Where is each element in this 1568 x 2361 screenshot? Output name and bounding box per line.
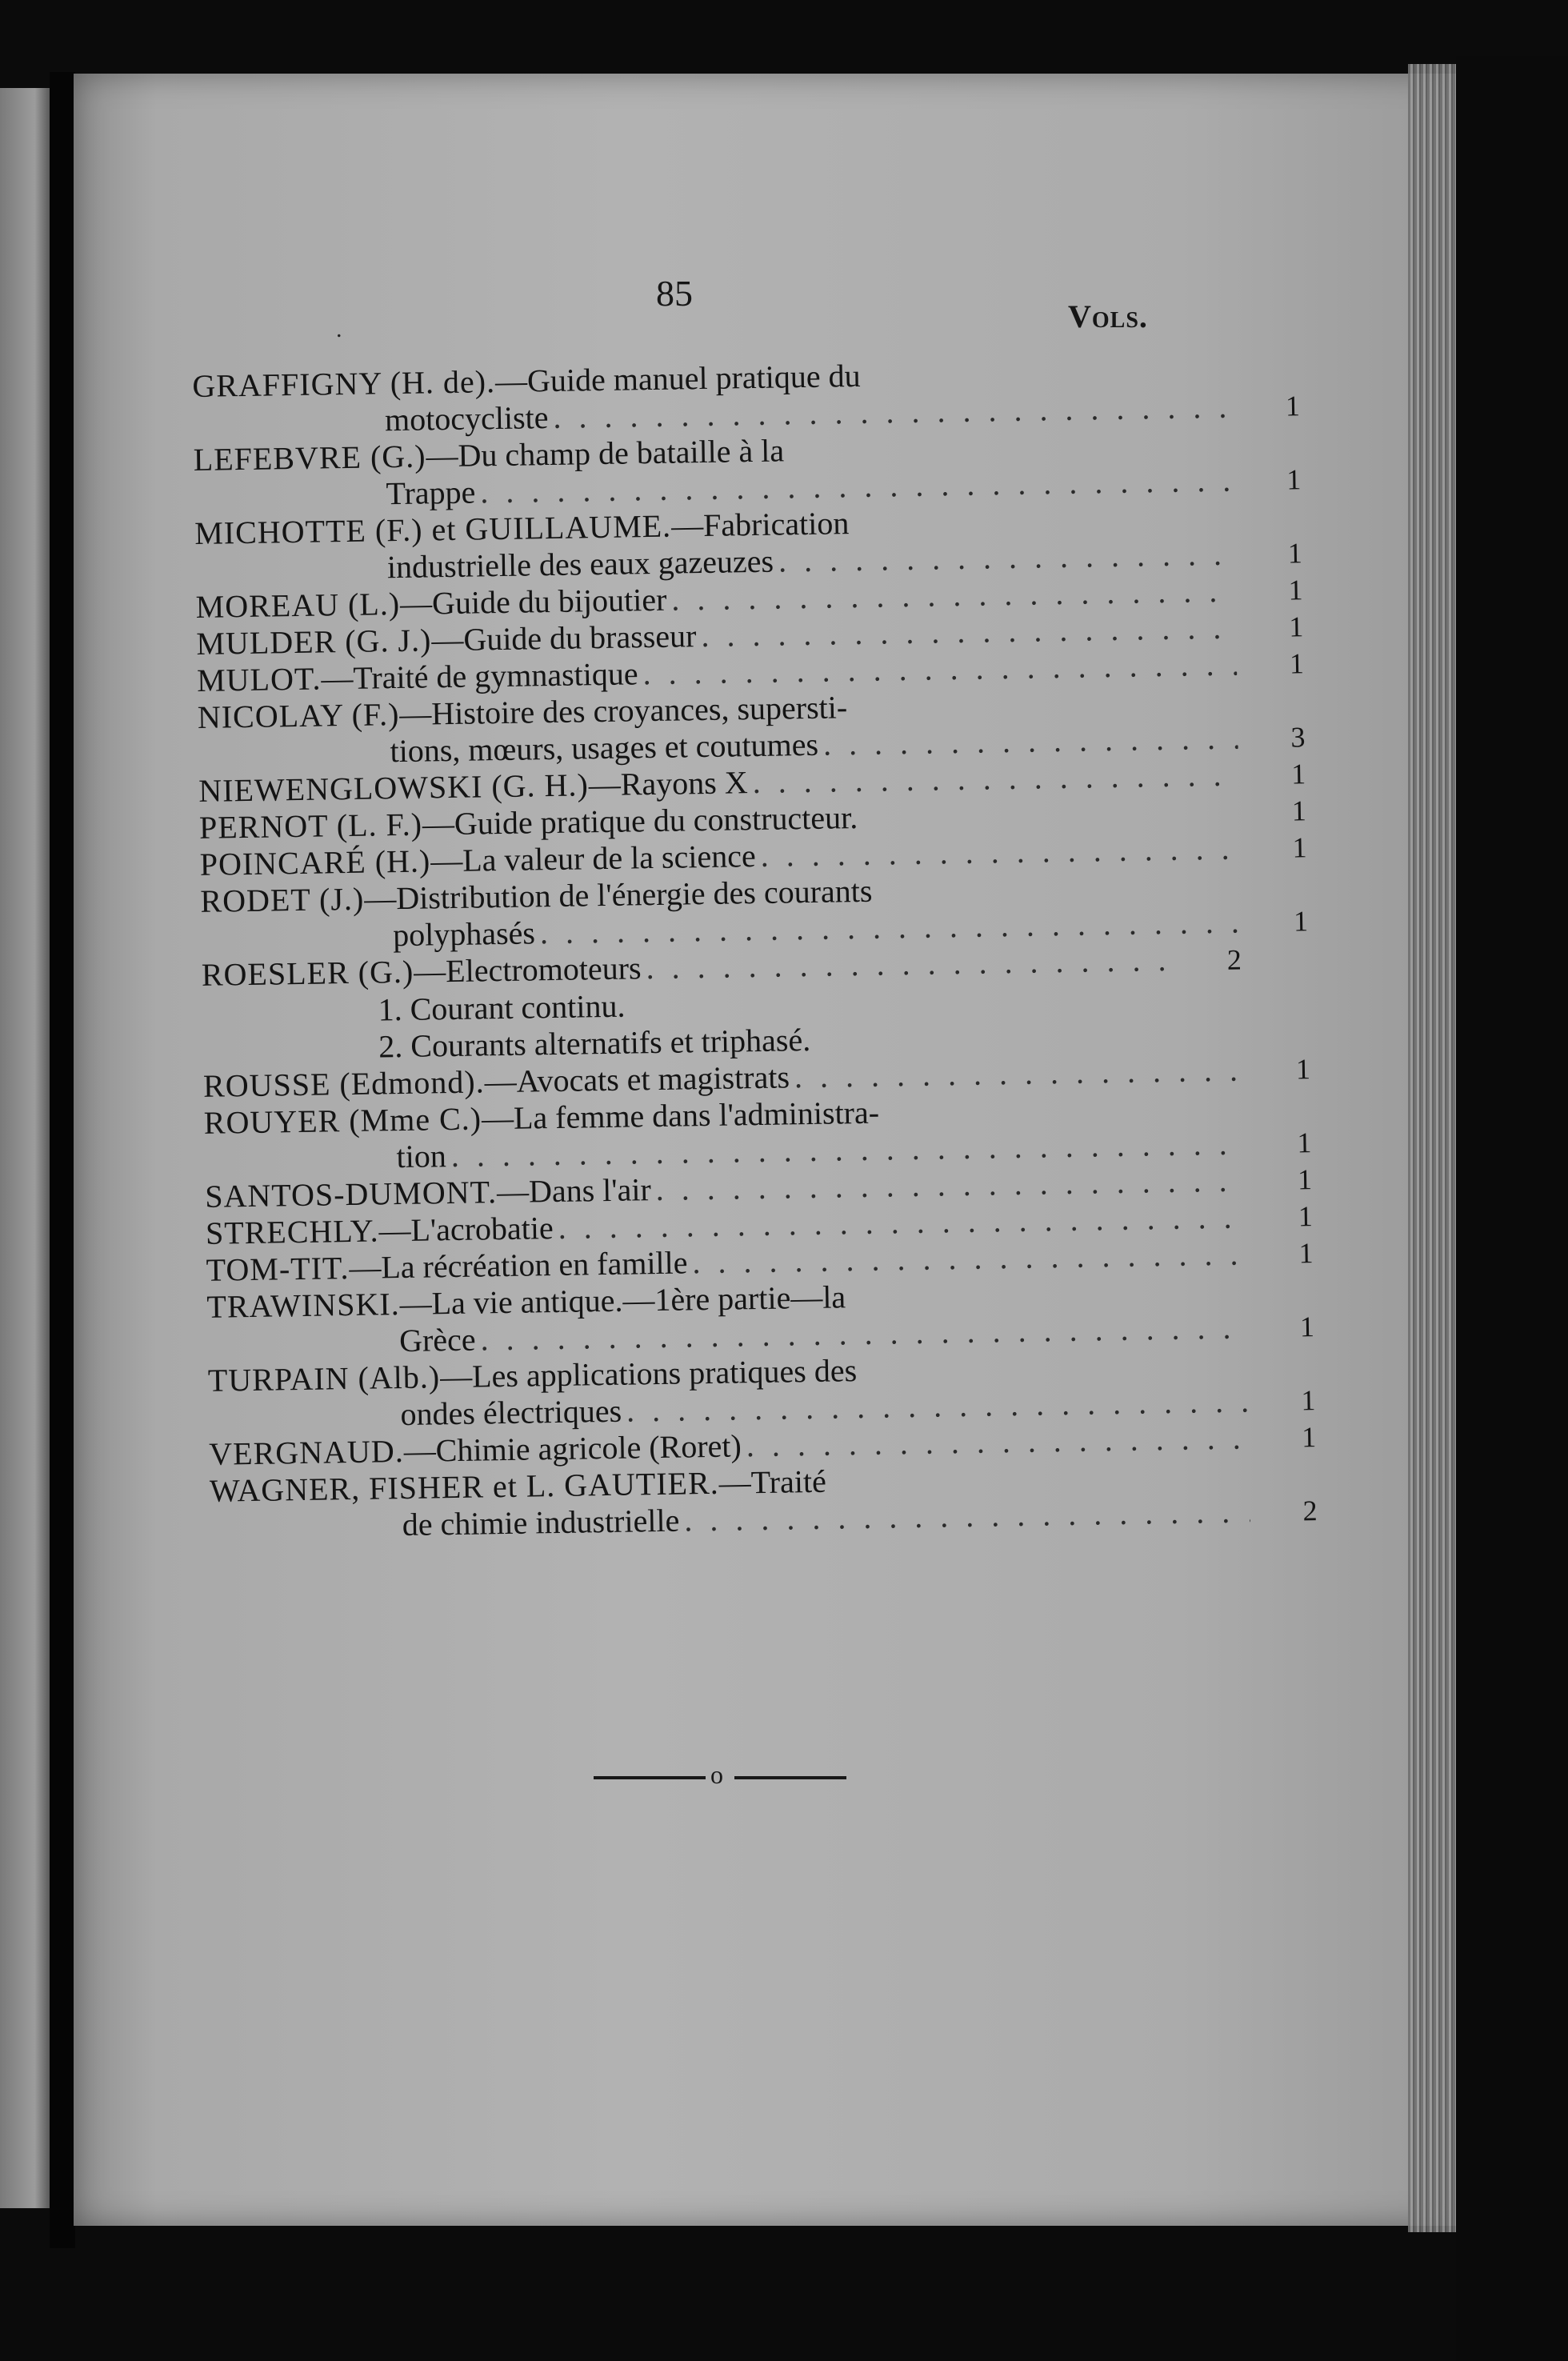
entry-author: ROUYER (Mme C.) <box>203 1100 482 1141</box>
entry-title: —Chimie agricole (Roret) <box>403 1427 742 1470</box>
dot-leader <box>823 720 1238 763</box>
entry-volumes: 1 <box>1299 1311 1315 1343</box>
catalog-entry <box>202 940 1243 1067</box>
corner-mark: . <box>336 316 342 342</box>
entry-volumes: 1 <box>1301 1384 1316 1417</box>
entry-title-continued: tions, mœurs, usages et coutumes <box>390 726 819 770</box>
entry-author: POINCARÉ (H.) <box>199 842 431 882</box>
entry-title: —Dans l'air <box>496 1171 652 1211</box>
entry-subitem: 2. Courants alternatifs et triphasé. <box>378 1021 811 1065</box>
vols-column-heading: Vols. <box>1068 298 1148 334</box>
entry-title: —La femme dans l'administra- <box>481 1094 880 1137</box>
entry-author: LEFEBVRE (G.) <box>193 438 426 478</box>
entry-title: —La vie antique.—1ère partie—la <box>399 1279 846 1323</box>
entry-author: MICHOTTE (F.) et GUILLAUME. <box>194 507 672 551</box>
book-gutter <box>50 72 75 2248</box>
entry-volumes: 1 <box>1301 1421 1317 1454</box>
entry-title-continued: Trappe <box>386 474 476 512</box>
entry-title: —Rayons X <box>588 764 749 803</box>
entry-volumes: 1 <box>1292 831 1307 864</box>
entry-volumes: 1 <box>1286 463 1302 496</box>
entry-title-continued: motocycliste <box>384 399 549 438</box>
entry-volumes: 1 <box>1290 758 1306 790</box>
entry-author: MOREAU (L.) <box>195 585 401 625</box>
entry-title-continued: de chimie industrielle <box>402 1502 680 1543</box>
entry-volumes: 1 <box>1298 1200 1314 1233</box>
entry-title-continued: polyphasés <box>392 914 536 954</box>
entry-title: —Electromoteurs <box>413 950 642 990</box>
entry-volumes: 1 <box>1295 1053 1311 1086</box>
entry-author: STRECHLY. <box>205 1212 379 1251</box>
entry-author: MULDER (G. J.) <box>196 622 432 662</box>
entry-subitem: 1. Courant continu. <box>378 987 626 1028</box>
entry-author: NIEWENGLOWSKI (G. H.) <box>198 766 590 809</box>
entry-author: GRAFFIGNY (H. de). <box>192 363 496 404</box>
entry-title: —Traité <box>718 1463 827 1501</box>
entry-volumes: 3 <box>1290 721 1306 754</box>
separator-rule-left <box>594 1776 706 1779</box>
entry-volumes: 1 <box>1289 647 1305 680</box>
entry-volumes: 1 <box>1288 610 1304 643</box>
left-page-edge <box>0 88 50 2208</box>
entry-author: TOM-TIT. <box>206 1250 350 1288</box>
entry-volumes: 1 <box>1288 574 1303 606</box>
entry-volumes: 1 <box>1285 390 1301 422</box>
entry-title: —Du champ de bataille à la <box>426 432 785 474</box>
entry-author: TRAWINSKI. <box>206 1286 400 1325</box>
entry-title: —Histoire des croyances, supersti- <box>398 689 848 732</box>
section-separator <box>594 1760 846 1789</box>
entry-title: —Fabrication <box>670 505 850 544</box>
entry-volumes: 1 <box>1287 537 1303 570</box>
entry-title-continued: Grèce <box>398 1321 476 1359</box>
background-right <box>1456 56 1568 2361</box>
entry-volumes: 1 <box>1297 1163 1313 1196</box>
entry-author: RODET (J.) <box>200 880 365 919</box>
entry-title-continued: industrielle des eaux gazeuzes <box>386 542 774 586</box>
entry-title: —Avocats et magistrats <box>484 1058 790 1100</box>
entry-title-continued: ondes électriques <box>400 1392 622 1433</box>
entry-author: NICOLAY (F.) <box>197 695 400 735</box>
entry-volumes: 1 <box>1293 905 1309 938</box>
entry-volumes: 1 <box>1297 1126 1312 1159</box>
entry-volumes: 2 <box>1226 943 1242 976</box>
entry-title: —L'acrobatie <box>378 1210 554 1249</box>
entry-author: WAGNER, FISHER et L. GAUTIER. <box>209 1464 720 1509</box>
entry-author: TURPAIN (Alb.) <box>207 1359 441 1399</box>
entry-title: —Guide manuel pratique du <box>494 357 861 400</box>
entry-title: —Traité de gymnastique <box>321 655 638 697</box>
entry-title: —Guide du brasseur <box>431 618 697 658</box>
entry-title: —La récréation en famille <box>349 1244 688 1287</box>
entry-title: —La valeur de la science <box>430 838 757 879</box>
entry-volumes: 2 <box>1302 1495 1318 1527</box>
entry-title: —Les applications pratiques des <box>439 1352 858 1395</box>
entry-volumes: 1 <box>1291 794 1307 827</box>
page-number: 85 <box>656 273 693 314</box>
entry-volumes: 1 <box>1298 1237 1314 1270</box>
entry-author: ROESLER (G.) <box>201 953 414 993</box>
entry-title: —Guide du bijoutier <box>399 581 667 622</box>
entry-title: —Distribution de l'énergie des courants <box>363 872 873 917</box>
entry-author: ROUSSE (Edmond). <box>202 1063 485 1104</box>
entry-author: VERGNAUD. <box>208 1433 405 1472</box>
entry-author: PERNOT (L. F.) <box>198 806 423 846</box>
page-edge-stack <box>1408 64 1456 2232</box>
catalog-entries <box>192 352 1318 1547</box>
entry-title-continued: tion <box>396 1138 447 1175</box>
entry-title: —Guide pratique du constructeur. <box>422 799 858 842</box>
separator-rule-right <box>734 1776 846 1779</box>
separator-ornament: o <box>710 1760 723 1789</box>
entry-author: SANTOS-DUMONT. <box>204 1174 498 1215</box>
entry-author: MULOT. <box>196 660 322 698</box>
